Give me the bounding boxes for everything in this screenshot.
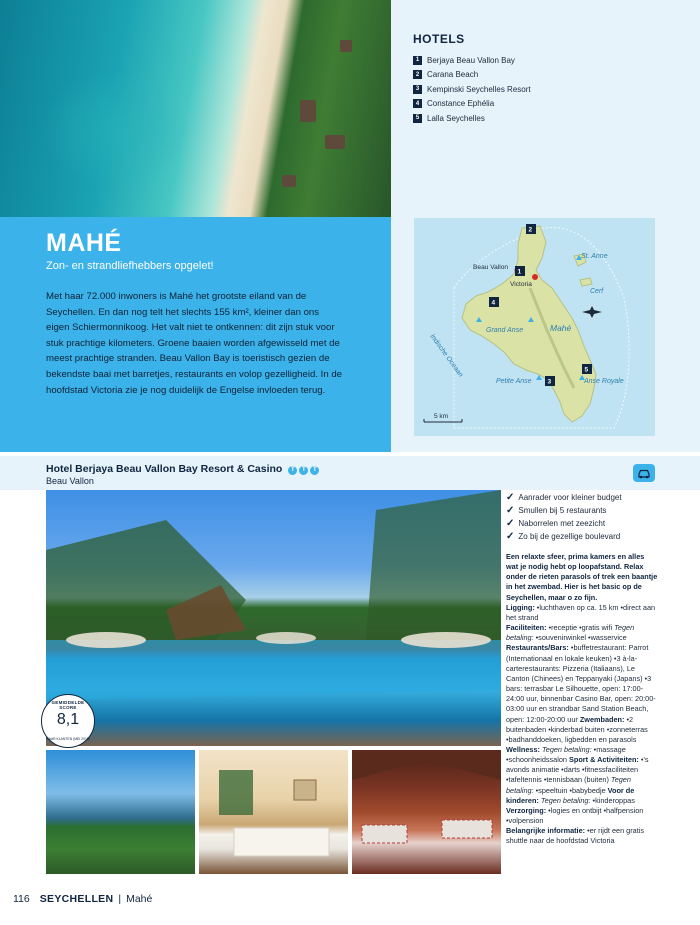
kinderen-paid-label: Tegen betaling: <box>540 795 591 805</box>
resort-roof <box>340 40 352 52</box>
faciliteiten-paid-text: •souvenirwinkel •wasservice <box>533 633 627 643</box>
highlight-item <box>506 504 658 517</box>
restaurants-text: •buffetrestaurant: Parrot (Internationaal en lokale keuken) •3 à-la-carterestaurants: Pizzeria (Italiaans), Le Canton (Chinees) en Teppanyaki (Japans) •3 bars: terrasbar Le Silhouette, open: 17:00-24:00 uur, binnenbar Casino Bar, open: 20:00-03:00 uur en strandbar Sand Station Beach, open: 12:00-20:00 uur <box>506 643 656 724</box>
score-label-top: GEMIDDELDE SCORE <box>51 700 85 710</box>
faciliteiten-label: Faciliteiten: <box>506 623 547 633</box>
verzorging-text: •logies en ontbijt •halfpension •volpension <box>506 805 644 826</box>
hotel-number-badge: 2 <box>413 70 422 79</box>
highlight-text: Naborrelen met zeezicht <box>518 519 606 528</box>
map-label-mahe: Mahé <box>550 323 572 333</box>
intro-section <box>0 217 391 452</box>
car-icon-svg <box>637 468 651 479</box>
sport-paid-text: •speeltuin •babybedje <box>533 785 608 795</box>
region-description: Met haar 72.000 inwoners is Mahé het grootste eiland van de Seychellen. En dan nog telt het slechts 155 km², kleiner dan ons eigen Schiermonnikoog. Het valt niet te ontkennen: dit zijn stuk voor stuk prachtige kilometers. Groene baaien worden afgewisseld met de meest prachtige stranden. Beau Vallon Bay is toeristisch gezien de bekendste baai met barretjes, restaurants en volop gezelligheid. In de hoofdstad Victoria zie je nog duidelijk de Engelse invloeden terug. <box>46 291 342 396</box>
faciliteiten-paid-label: Tegen betaling: <box>506 623 635 643</box>
kinderen-text: •kinderoppas <box>590 795 635 805</box>
island-map-svg <box>414 218 655 436</box>
checkmark-icon: ✓ <box>506 531 515 542</box>
hotel-name: Hotel Berjaya Beau Vallon Bay Resort & Casino <box>46 462 283 475</box>
page-number: 116 <box>13 893 30 905</box>
cerf-island <box>580 278 592 286</box>
map-label-indische-oceaan: Indische Oceaan <box>428 333 465 379</box>
map-label-cerf: Cerf <box>590 288 604 295</box>
hotel-list-name: Berjaya Beau Vallon Bay <box>427 55 515 65</box>
map-scale-label: 5 km <box>434 413 449 420</box>
kinderen-label: Voor de kinderen: <box>506 785 635 805</box>
pool-scene-svg <box>46 490 501 746</box>
hotel-list-item <box>413 111 678 126</box>
map-marker-5-label: 5 <box>584 366 589 374</box>
aerial-beach-photo <box>0 0 391 217</box>
checkmark-icon: ✓ <box>506 518 515 529</box>
reef-shading <box>40 70 190 190</box>
map-label-grand-anse: Grand Anse <box>486 327 524 334</box>
hotels-title: HOTELS <box>413 32 465 46</box>
sport-label: Sport & Activiteiten: <box>569 755 639 765</box>
highlight-item <box>506 491 658 504</box>
hotel-number-badge: 5 <box>413 114 422 123</box>
beach-photo <box>46 750 195 874</box>
sport-text: •'s avonds animatie •darts •fitnessfaciliteiten •tafeltennis •tennisbaan (buiten) <box>506 755 649 785</box>
wellness-label: Wellness: <box>506 744 540 754</box>
highlight-text: Smullen bij 5 restaurants <box>518 506 607 515</box>
hotel-list <box>413 53 678 126</box>
rating-mark-icon: T <box>299 466 308 475</box>
review-score-badge <box>41 694 95 748</box>
hotel-list-name: Carana Beach <box>427 70 479 80</box>
highlight-item <box>506 517 658 530</box>
score-label-bottom: NAAR KLANTEN (MEI 2019) <box>46 737 90 741</box>
map-marker-4-label: 4 <box>491 299 496 307</box>
map-label-victoria: Victoria <box>510 281 532 288</box>
map-label-beau-vallon: Beau Vallon <box>473 264 509 271</box>
room-scene-svg <box>199 750 348 874</box>
wellness-paid-label: Tegen betaling: <box>541 744 592 754</box>
footer-separator: | <box>118 893 122 905</box>
hotel-list-name: Constance Ephélia <box>427 99 495 109</box>
hotel-rating <box>286 462 319 475</box>
resort-roof <box>300 100 316 122</box>
hotel-name-row <box>46 462 654 475</box>
island-map <box>414 218 655 436</box>
footer-region: Mahé <box>126 893 153 905</box>
hotel-location: Beau Vallon <box>46 476 94 486</box>
hotel-list-name: Lalla Seychelles <box>427 113 485 123</box>
map-label-petite-anse: Petite Anse <box>496 378 532 385</box>
map-panel <box>391 217 700 452</box>
hotel-list-item <box>413 68 678 83</box>
airport-icon <box>582 306 602 318</box>
faciliteiten-text: •receptie •gratis wifi <box>546 623 615 633</box>
zwembaden-text: •2 buitenbaden •kinderbad buiten •zonneterras •badhanddoeken, ligbedden en parasols <box>506 714 648 744</box>
hotel-list-item <box>413 53 678 68</box>
victoria-dot <box>532 274 538 280</box>
checkmark-icon: ✓ <box>506 505 515 516</box>
map-marker-1-label: 1 <box>517 268 522 276</box>
resort-roof <box>282 175 296 187</box>
map-label-st-anne: St. Anne <box>581 253 608 260</box>
restaurant-photo <box>352 750 501 874</box>
rating-mark-icon: T <box>288 466 297 475</box>
checkmark-icon: ✓ <box>506 492 515 503</box>
hotel-number-badge: 4 <box>413 99 422 108</box>
hotel-pool-photo <box>46 490 501 746</box>
hotel-list-item <box>413 82 678 97</box>
hotel-number-badge: 3 <box>413 85 422 94</box>
hotel-number-badge: 1 <box>413 56 422 65</box>
hotel-list-name: Kempinski Seychelles Resort <box>427 84 531 94</box>
hotel-room-photo <box>199 750 348 874</box>
hotel-facility-text <box>506 603 658 847</box>
resort-roof <box>325 135 345 149</box>
highlight-text: Aanrader voor kleiner budget <box>518 493 622 502</box>
info-text: •er rijdt een gratis shuttle naar de hoofdstad Victoria <box>506 826 645 846</box>
region-subtitle: Zon- en strandliefhebbers opgelet! <box>46 260 214 272</box>
hotel-header <box>0 452 700 490</box>
highlight-text: Zo bij de gezellige boulevard <box>518 532 621 541</box>
info-label: Belangrijke informatie: <box>506 826 586 836</box>
hotel-list-item <box>413 97 678 112</box>
footer-country: SEYCHELLEN <box>39 893 114 905</box>
rating-mark-icon: T <box>310 466 319 475</box>
hotels-panel <box>391 0 700 217</box>
map-marker-3-label: 3 <box>547 378 552 386</box>
ligging-text: •luchthaven op ca. 15 km •direct aan het strand <box>506 602 656 622</box>
verzorging-label: Verzorging: <box>506 805 547 815</box>
ligging-label: Ligging: <box>506 602 535 612</box>
map-label-anse-royale: Anse Royale <box>584 378 624 385</box>
zwembaden-label: Zwembaden: <box>579 714 625 724</box>
wellness-text: •massage •schoonheidssalon <box>506 744 626 765</box>
restaurants-label: Restaurants/Bars: <box>506 643 569 653</box>
sport-paid-label: Tegen betaling: <box>506 775 631 795</box>
region-title: MAHÉ <box>46 229 122 257</box>
page-footer <box>13 893 152 905</box>
hotel-details <box>506 490 658 847</box>
score-value: 8,1 <box>56 711 80 728</box>
car-icon <box>633 464 655 482</box>
highlights-list <box>506 491 658 543</box>
map-marker-2-label: 2 <box>528 226 533 234</box>
restaurant-scene-svg <box>352 750 501 874</box>
highlight-item <box>506 530 658 543</box>
hotel-lead-text: Een relaxte sfeer, prima kamers en alles wat je nodig hebt op loopafstand. Relax onder de rieten parasols of trek een baantje in het zwembad. Hier is het basic op de Seychellen, maar o zo fijn. <box>506 552 658 602</box>
